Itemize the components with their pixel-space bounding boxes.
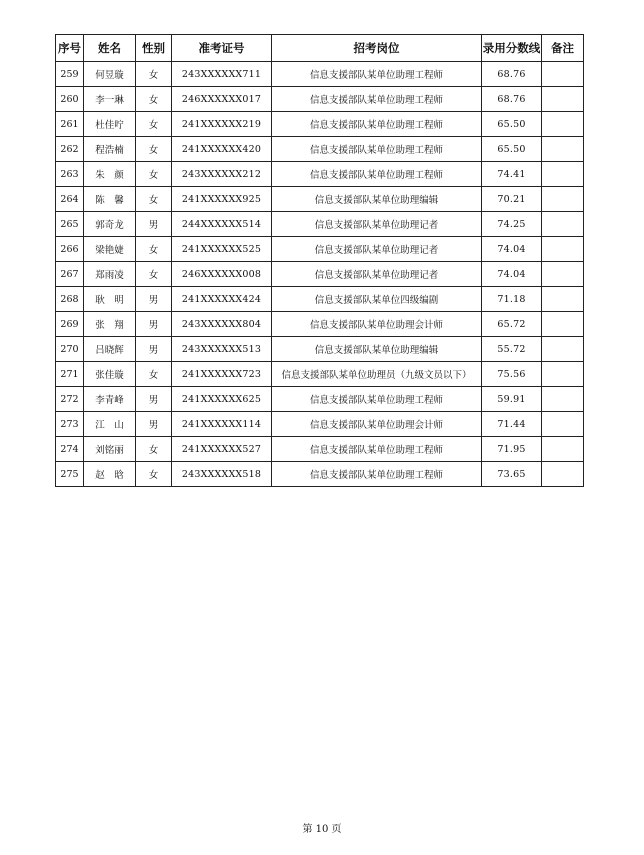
header-notes: 备注 [542, 35, 584, 62]
cell-name: 李一琳 [84, 87, 136, 112]
cell-name: 刘铭丽 [84, 437, 136, 462]
cell-gender: 女 [136, 362, 172, 387]
cell-exam-id: 241XXXXXX723 [172, 362, 272, 387]
cell-exam-id: 241XXXXXX114 [172, 412, 272, 437]
cell-position: 信息支援部队某单位助理记者 [272, 237, 482, 262]
cell-position: 信息支援部队某单位助理工程师 [272, 112, 482, 137]
table-row [56, 287, 584, 312]
cell-cutoff: 73.65 [482, 462, 542, 487]
cell-position: 信息支援部队某单位助理编辑 [272, 187, 482, 212]
cell-name: 张佳璇 [84, 362, 136, 387]
cell-seq: 273 [56, 412, 84, 437]
cell-name: 程浩楠 [84, 137, 136, 162]
table-row [56, 162, 584, 187]
cell-name: 赵 晗 [84, 462, 136, 487]
cell-gender: 女 [136, 237, 172, 262]
header-position: 招考岗位 [272, 35, 482, 62]
cell-name: 陈 馨 [84, 187, 136, 212]
cell-gender: 女 [136, 112, 172, 137]
cell-seq: 270 [56, 337, 84, 362]
cell-gender: 女 [136, 462, 172, 487]
cell-name: 何昱璇 [84, 62, 136, 87]
cell-exam-id: 243XXXXXX711 [172, 62, 272, 87]
cell-exam-id: 241XXXXXX420 [172, 137, 272, 162]
cell-position: 信息支援部队某单位助理编辑 [272, 337, 482, 362]
admission-table [55, 34, 584, 487]
header-row [56, 35, 584, 62]
cell-gender: 男 [136, 387, 172, 412]
cell-position: 信息支援部队某单位助理员（九级文员以下） [272, 362, 482, 387]
cell-notes [542, 337, 584, 362]
cell-seq: 271 [56, 362, 84, 387]
cell-name: 郭奇龙 [84, 212, 136, 237]
cell-notes [542, 287, 584, 312]
cell-seq: 263 [56, 162, 84, 187]
cell-seq: 265 [56, 212, 84, 237]
cell-position: 信息支援部队某单位四级编剧 [272, 287, 482, 312]
cell-name: 杜佳咛 [84, 112, 136, 137]
cell-seq: 267 [56, 262, 84, 287]
cell-notes [542, 212, 584, 237]
cell-seq: 264 [56, 187, 84, 212]
cell-exam-id: 241XXXXXX219 [172, 112, 272, 137]
cell-seq: 275 [56, 462, 84, 487]
table-row [56, 62, 584, 87]
cell-position: 信息支援部队某单位助理工程师 [272, 137, 482, 162]
cell-seq: 262 [56, 137, 84, 162]
cell-position: 信息支援部队某单位助理工程师 [272, 162, 482, 187]
cell-exam-id: 241XXXXXX925 [172, 187, 272, 212]
table-header [56, 35, 584, 62]
cell-cutoff: 68.76 [482, 87, 542, 112]
cell-cutoff: 65.50 [482, 112, 542, 137]
cell-gender: 女 [136, 62, 172, 87]
cell-seq: 274 [56, 437, 84, 462]
cell-cutoff: 59.91 [482, 387, 542, 412]
cell-notes [542, 87, 584, 112]
cell-name: 江 山 [84, 412, 136, 437]
header-cutoff: 录用分数线 [482, 35, 542, 62]
cell-cutoff: 71.44 [482, 412, 542, 437]
header-seq: 序号 [56, 35, 84, 62]
header-gender: 性别 [136, 35, 172, 62]
cell-exam-id: 246XXXXXX008 [172, 262, 272, 287]
cell-position: 信息支援部队某单位助理工程师 [272, 62, 482, 87]
cell-cutoff: 74.04 [482, 262, 542, 287]
table-row [56, 387, 584, 412]
table-row [56, 212, 584, 237]
cell-gender: 女 [136, 187, 172, 212]
cell-position: 信息支援部队某单位助理工程师 [272, 462, 482, 487]
table-row [56, 112, 584, 137]
cell-notes [542, 137, 584, 162]
cell-cutoff: 71.18 [482, 287, 542, 312]
cell-position: 信息支援部队某单位助理记者 [272, 262, 482, 287]
cell-notes [542, 362, 584, 387]
cell-notes [542, 462, 584, 487]
cell-notes [542, 437, 584, 462]
cell-position: 信息支援部队某单位助理记者 [272, 212, 482, 237]
cell-seq: 261 [56, 112, 84, 137]
cell-exam-id: 241XXXXXX527 [172, 437, 272, 462]
cell-notes [542, 312, 584, 337]
cell-cutoff: 74.04 [482, 237, 542, 262]
cell-name: 李青峰 [84, 387, 136, 412]
table-row [56, 87, 584, 112]
cell-notes [542, 187, 584, 212]
cell-cutoff: 65.50 [482, 137, 542, 162]
cell-gender: 男 [136, 312, 172, 337]
cell-gender: 男 [136, 412, 172, 437]
table-row [56, 262, 584, 287]
table-row [56, 312, 584, 337]
cell-cutoff: 75.56 [482, 362, 542, 387]
table-row [56, 187, 584, 212]
cell-cutoff: 68.76 [482, 62, 542, 87]
cell-position: 信息支援部队某单位助理工程师 [272, 87, 482, 112]
cell-cutoff: 71.95 [482, 437, 542, 462]
cell-gender: 女 [136, 437, 172, 462]
cell-exam-id: 243XXXXXX804 [172, 312, 272, 337]
cell-seq: 272 [56, 387, 84, 412]
cell-cutoff: 65.72 [482, 312, 542, 337]
cell-gender: 男 [136, 337, 172, 362]
cell-name: 张 翔 [84, 312, 136, 337]
header-exam-id: 准考证号 [172, 35, 272, 62]
cell-notes [542, 412, 584, 437]
cell-position: 信息支援部队某单位助理工程师 [272, 437, 482, 462]
cell-seq: 259 [56, 62, 84, 87]
cell-exam-id: 243XXXXXX518 [172, 462, 272, 487]
table-row [56, 362, 584, 387]
cell-exam-id: 243XXXXXX513 [172, 337, 272, 362]
cell-seq: 269 [56, 312, 84, 337]
cell-gender: 女 [136, 262, 172, 287]
table-row [56, 412, 584, 437]
cell-position: 信息支援部队某单位助理工程师 [272, 387, 482, 412]
cell-notes [542, 112, 584, 137]
cell-exam-id: 241XXXXXX525 [172, 237, 272, 262]
cell-cutoff: 74.41 [482, 162, 542, 187]
table-row [56, 237, 584, 262]
table-body [56, 62, 584, 487]
cell-name: 郑雨凌 [84, 262, 136, 287]
table-row [56, 337, 584, 362]
cell-notes [542, 62, 584, 87]
table-row [56, 462, 584, 487]
cell-name: 耿 明 [84, 287, 136, 312]
cell-cutoff: 74.25 [482, 212, 542, 237]
cell-gender: 女 [136, 87, 172, 112]
cell-gender: 男 [136, 287, 172, 312]
cell-name: 朱 颜 [84, 162, 136, 187]
cell-position: 信息支援部队某单位助理会计师 [272, 312, 482, 337]
cell-notes [542, 387, 584, 412]
cell-gender: 女 [136, 137, 172, 162]
cell-name: 吕晓辉 [84, 337, 136, 362]
cell-exam-id: 246XXXXXX017 [172, 87, 272, 112]
cell-gender: 男 [136, 212, 172, 237]
cell-seq: 266 [56, 237, 84, 262]
cell-exam-id: 241XXXXXX625 [172, 387, 272, 412]
cell-seq: 268 [56, 287, 84, 312]
cell-name: 梁艳婕 [84, 237, 136, 262]
cell-notes [542, 237, 584, 262]
table-row [56, 437, 584, 462]
cell-cutoff: 70.21 [482, 187, 542, 212]
cell-notes [542, 162, 584, 187]
cell-cutoff: 55.72 [482, 337, 542, 362]
header-name: 姓名 [84, 35, 136, 62]
cell-exam-id: 241XXXXXX424 [172, 287, 272, 312]
cell-exam-id: 243XXXXXX212 [172, 162, 272, 187]
cell-exam-id: 244XXXXXX514 [172, 212, 272, 237]
table-row [56, 137, 584, 162]
cell-position: 信息支援部队某单位助理会计师 [272, 412, 482, 437]
cell-gender: 女 [136, 162, 172, 187]
page-number: 第 10 页 [302, 824, 342, 835]
cell-notes [542, 262, 584, 287]
cell-seq: 260 [56, 87, 84, 112]
